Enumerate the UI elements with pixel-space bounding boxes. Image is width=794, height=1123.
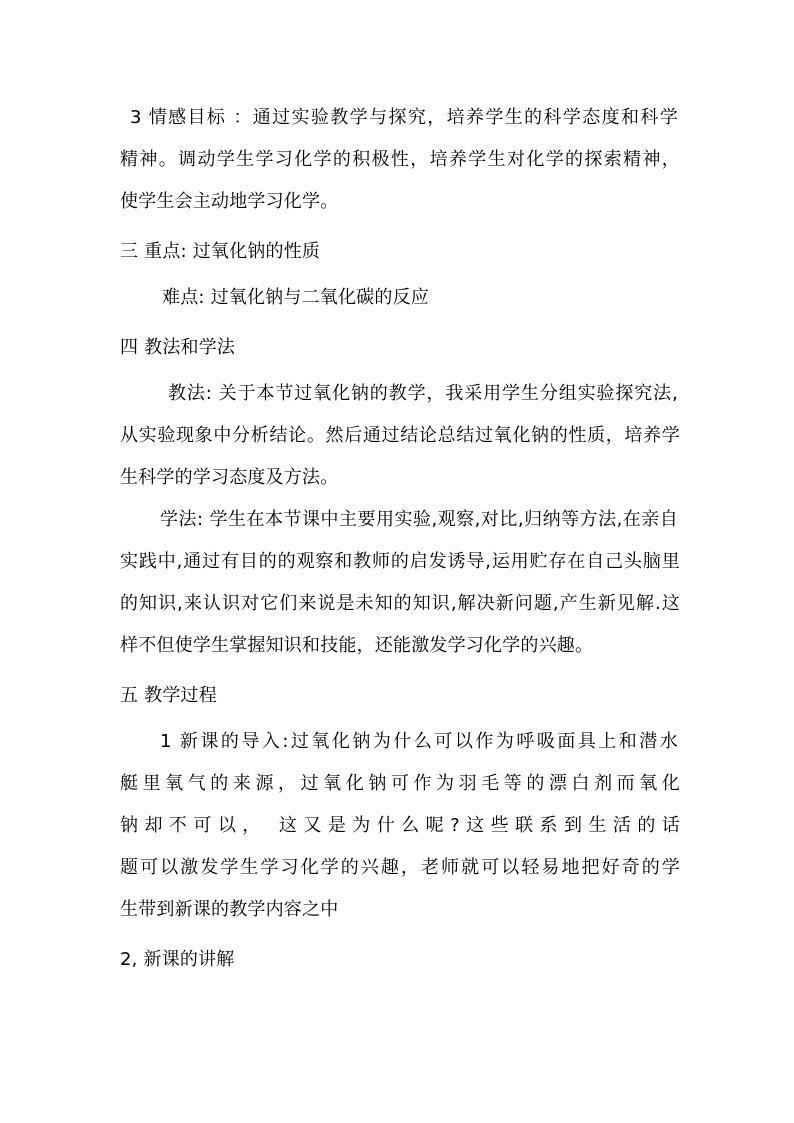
text-line-intro-5: 生带到新课的教学内容之中: [120, 899, 339, 920]
text-line-teaching-method-2: 从实验现象中分析结论。然后通过结论总结过氧化钠的性质，培养学: [120, 425, 680, 446]
text-line-teaching-method-1: 教法: 关于本节过氧化钠的教学，我采用学生分组实验探究法,: [168, 383, 678, 404]
text-line-learning-method-2: 实践中,通过有目的的观察和教师的启发诱导,运用贮存在自己头脑里: [120, 551, 680, 572]
text-line-learning-method-3: 的知识,来认识对它们来说是未知的知识,解决新问题,产生新见解.这: [120, 593, 680, 614]
text-line-3: 使学生会主动地学习化学。: [120, 191, 339, 212]
text-line-2: 精神。调动学生学习化学的积极性，培养学生对化学的探索精神，: [120, 149, 680, 170]
section-heading-4: 四 教法和学法: [120, 337, 236, 358]
text-line-intro-1: 1 新课的导入:过氧化钠为什么可以作为呼吸面具上和潜水: [160, 731, 678, 752]
text-line-intro-3: 钠却不可以， 这又是为什么呢?这些联系到生活的话: [120, 815, 680, 836]
text-line-learning-method-4: 样不但使学生掌握知识和技能，还能激发学习化学的兴趣。: [120, 635, 594, 656]
text-line-difficulty: 难点: 过氧化钠与二氧化碳的反应: [162, 287, 429, 308]
subsection-heading-2: 2, 新课的讲解: [120, 949, 235, 970]
text-line-learning-method-1: 学法: 学生在本节课中主要用实验,观察,对比,归纳等方法,在亲自: [160, 509, 678, 530]
text-line-intro-2: 艇里氧气的来源，过氧化钠可作为羽毛等的漂白剂而氧化: [120, 773, 680, 794]
section-heading-5: 五 教学过程: [120, 685, 217, 706]
text-line-teaching-method-3: 生科学的学习态度及方法。: [120, 467, 339, 488]
text-line-1: 3 情感目标 ：通过实验教学与探究，培养学生的科学态度和科学: [130, 107, 678, 128]
section-heading-3: 三 重点: 过氧化钠的性质: [120, 241, 321, 262]
text-line-intro-4: 题可以激发学生学习化学的兴趣，老师就可以轻易地把好奇的学: [120, 857, 680, 878]
